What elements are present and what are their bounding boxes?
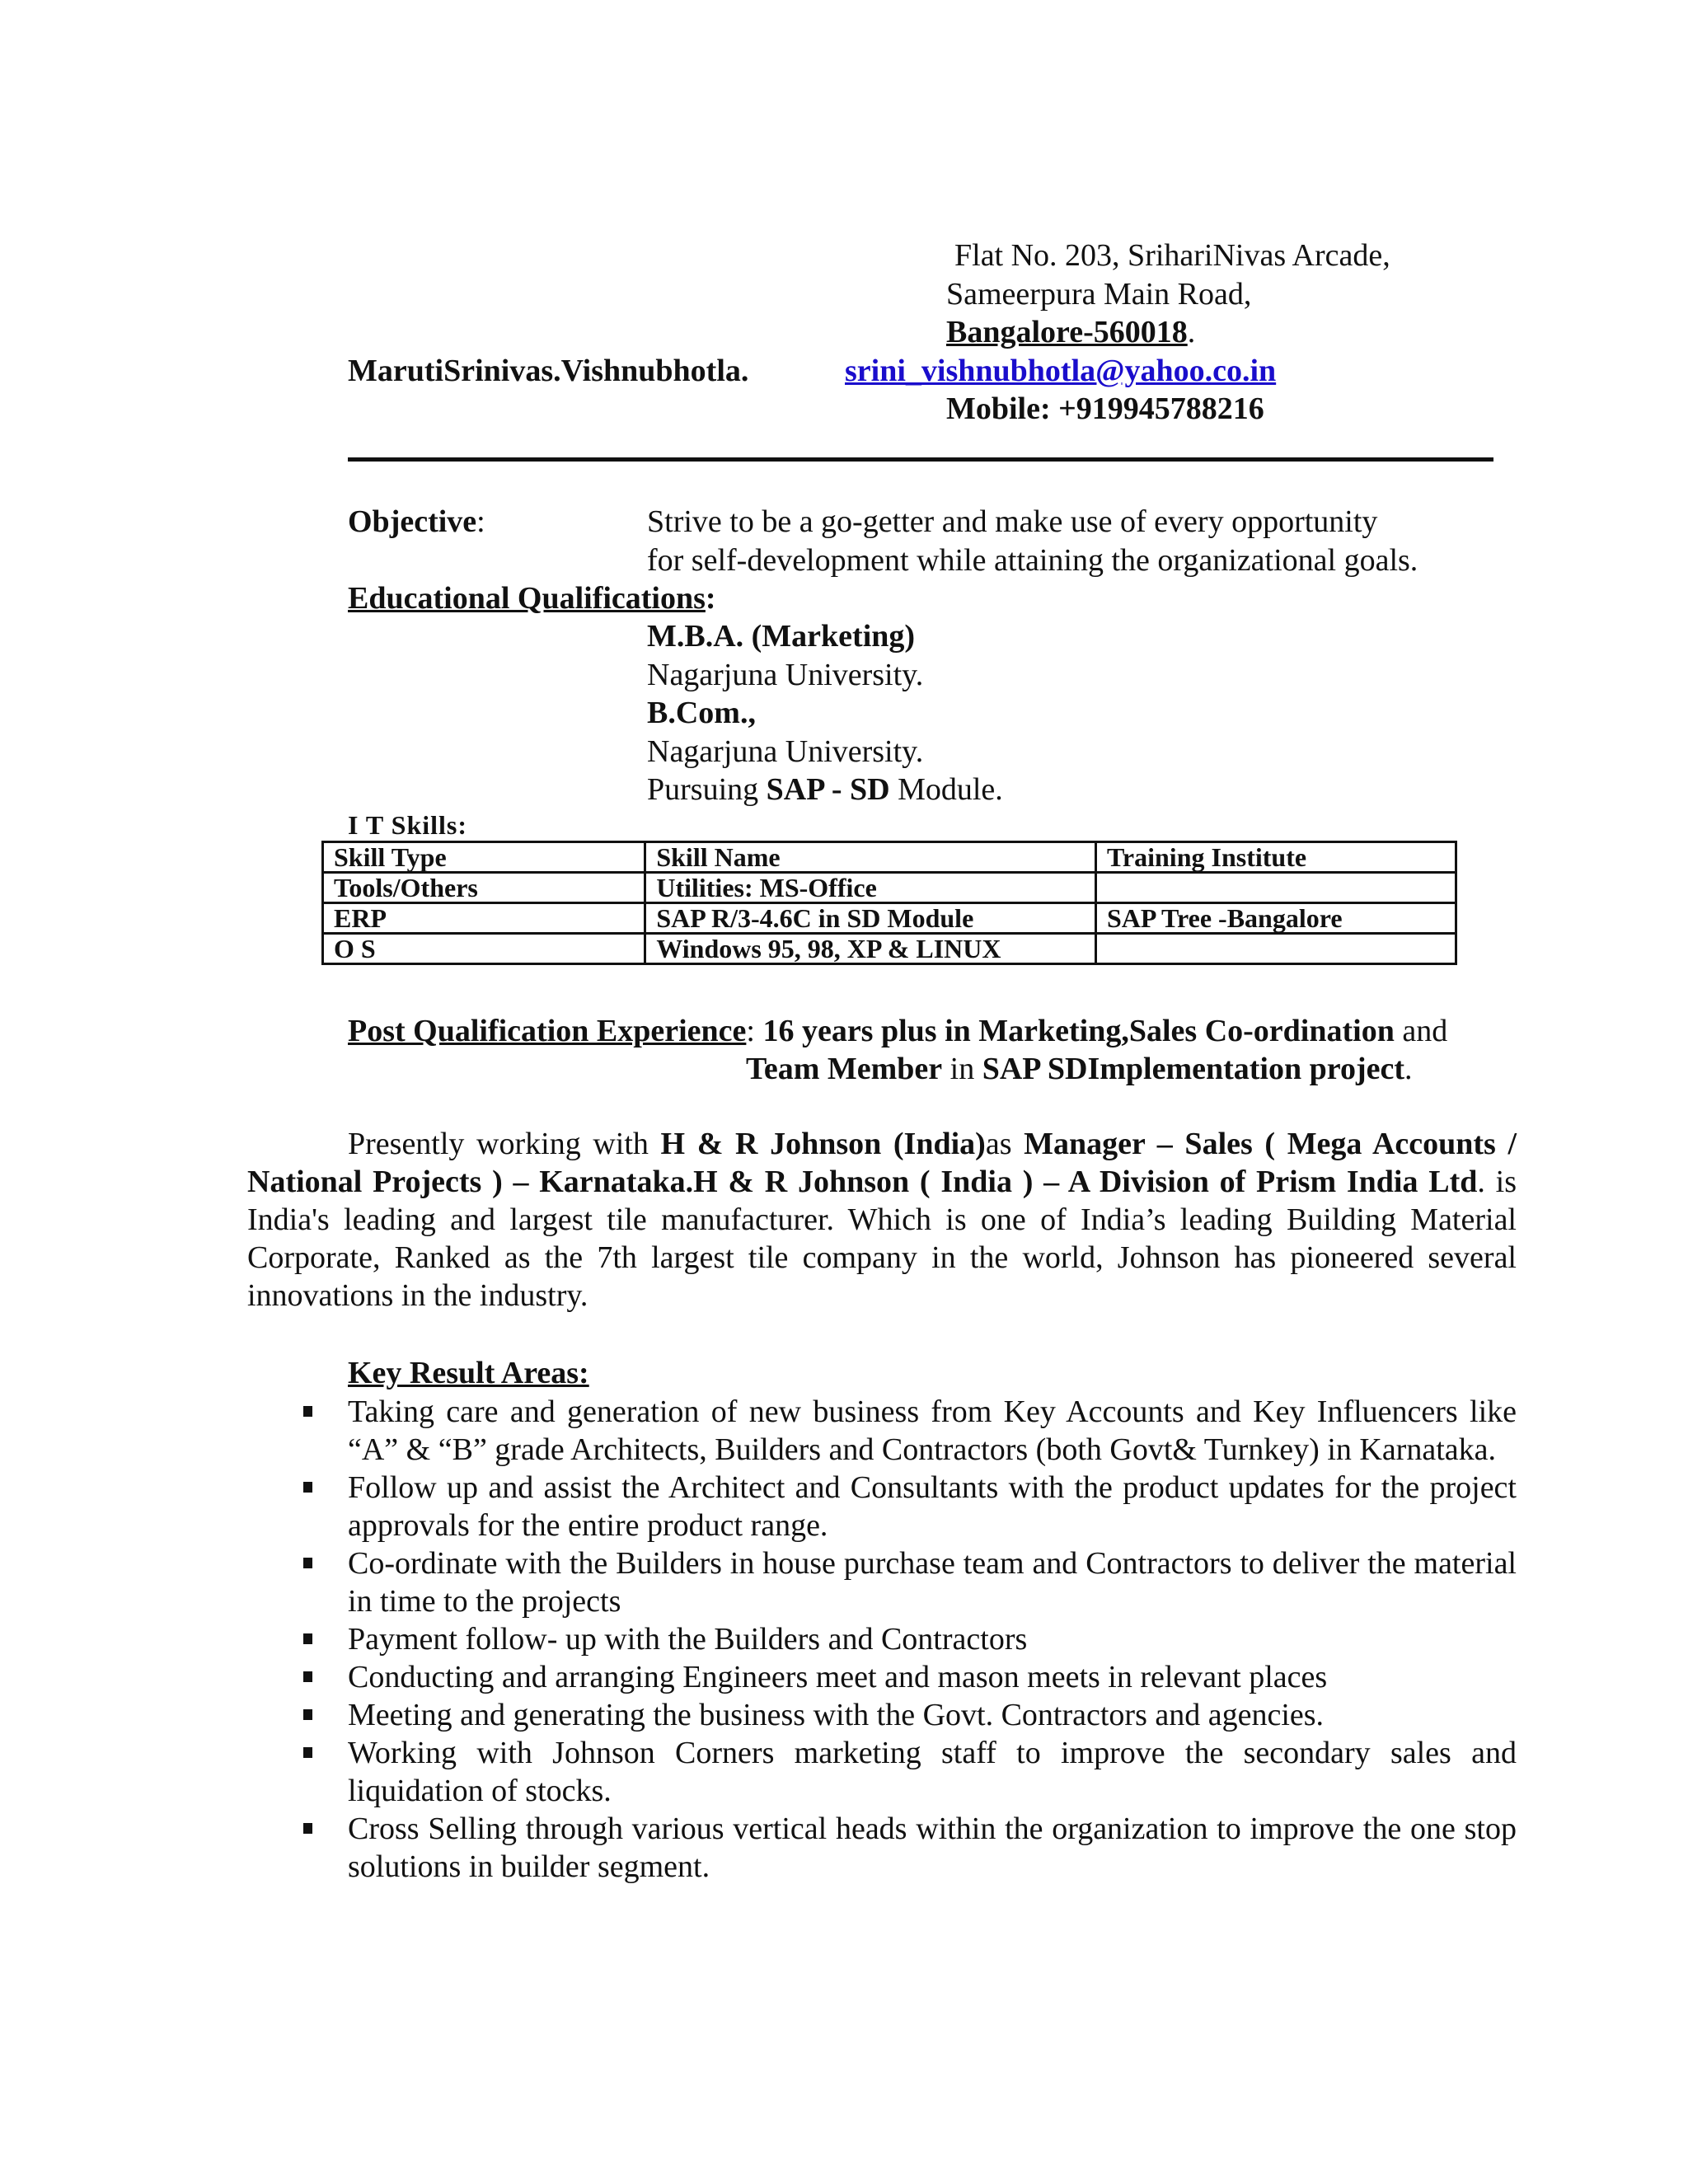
list-item-text: Working with Johnson Corners marketing staff to improve the secondary sales and liquidation of stocks.: [348, 1736, 1517, 1808]
table-cell: Utilities: MS-Office: [645, 873, 1096, 903]
table-cell: Windows 95, 98, XP & LINUX: [645, 934, 1096, 964]
objective-colon: :: [476, 504, 485, 539]
objective-label: Objective: [348, 504, 477, 539]
table-cell: Tools/Others: [323, 873, 645, 903]
table-row: [323, 903, 1456, 934]
table-row: [323, 934, 1456, 964]
experience-line-2: [746, 1050, 1412, 1088]
experience-project: SAP SDImplementation project: [982, 1052, 1404, 1086]
address-line-1: Flat No. 203, SrihariNivas Arcade,: [954, 238, 1390, 273]
pursuing-prefix: Pursuing: [647, 772, 767, 807]
table-header-cell: Training Institute: [1095, 842, 1456, 873]
pursuing-line: [647, 771, 1003, 808]
bullet-icon: [303, 1558, 312, 1568]
experience-colon: :: [746, 1014, 763, 1048]
education-heading: [348, 579, 716, 617]
present-company: H & R Johnson (India): [660, 1127, 986, 1161]
education-label: Educational Qualifications: [348, 581, 706, 616]
objective-line-2: for self-development while attaining the organizational goals.: [647, 543, 1418, 578]
candidate-name: MarutiSrinivas.Vishnubhotla.: [348, 354, 749, 388]
education-colon: :: [705, 581, 716, 616]
list-item: [297, 1544, 1517, 1620]
present-role: Manager – Sales ( Mega Accounts / National Projects ) – Karnataka.H & R Johnson ( India ) – A Division of Prism India Ltd: [247, 1127, 1517, 1199]
list-item: [297, 1620, 1517, 1658]
list-item-text: Payment follow- up with the Builders and Contractors: [348, 1622, 1028, 1657]
table-cell: SAP R/3-4.6C in SD Module: [645, 903, 1096, 934]
bullet-icon: [303, 1823, 312, 1834]
objective-line-1: Strive to be a go-getter and make use of every opportunity: [647, 504, 1378, 539]
email-line: [845, 352, 1276, 390]
address-line-3: [946, 313, 1195, 351]
university-bcom: Nagarjuna University.: [647, 734, 924, 769]
experience-role: Team Member: [746, 1052, 943, 1086]
bullet-icon: [303, 1671, 312, 1682]
objective-label-row: [348, 503, 485, 541]
present-text-3: . is India's leading and largest tile manufacturer. Which is one of India’s leading Building Material Corporate, Ranked as the 7th largest tile company in the world, Johnson has pioneered several innovations in the industry.: [247, 1165, 1517, 1313]
list-item: [297, 1734, 1517, 1810]
email-link[interactable]: srini_vishnubhotla@yahoo.co.in: [845, 354, 1277, 388]
mobile-number: Mobile: +919945788216: [946, 391, 1264, 426]
list-item-text: Conducting and arranging Engineers meet and mason meets in relevant places: [348, 1660, 1328, 1694]
present-employment-paragraph: [247, 1125, 1517, 1315]
list-item-text: Meeting and generating the business with the Govt. Contractors and agencies.: [348, 1698, 1325, 1732]
list-item: [297, 1696, 1517, 1734]
pursuing-course: SAP - SD: [766, 772, 890, 807]
table-cell: O S: [323, 934, 645, 964]
bullet-icon: [303, 1633, 312, 1644]
bullet-icon: [303, 1747, 312, 1758]
experience-period: .: [1404, 1052, 1413, 1086]
address-city-suffix: .: [1187, 315, 1196, 349]
table-cell: SAP Tree -Bangalore: [1095, 903, 1456, 934]
table-header-cell: Skill Name: [645, 842, 1096, 873]
table-cell: [1095, 934, 1456, 964]
bullet-icon: [303, 1406, 312, 1417]
header-divider: [348, 457, 1493, 462]
present-text-1: Presently working with: [348, 1127, 661, 1161]
it-skills-label: I T Skills:: [348, 810, 468, 840]
degree-mba: M.B.A. (Marketing): [647, 619, 916, 654]
bullet-icon: [303, 1709, 312, 1720]
list-item: [297, 1469, 1517, 1544]
pursuing-suffix: Module.: [889, 772, 1003, 807]
experience-in: in: [942, 1052, 982, 1086]
address-line-2: Sameerpura Main Road,: [946, 277, 1252, 312]
it-skills-table: [321, 841, 1457, 965]
table-row: [323, 873, 1456, 903]
table-header-cell: Skill Type: [323, 842, 645, 873]
kra-heading: Key Result Areas:: [348, 1356, 589, 1390]
degree-bcom: B.Com.,: [647, 696, 756, 730]
experience-line-1: [348, 1012, 1447, 1050]
table-header-row: [323, 842, 1456, 873]
list-item: [297, 1810, 1517, 1886]
present-text-2: as: [985, 1127, 1025, 1161]
list-item-text: Taking care and generation of new business from Key Accounts and Key Influencers like “A” & “B” grade Architects, Builders and Contractors (both Govt& Turnkey) in Karnataka.: [348, 1394, 1517, 1467]
table-cell: [1095, 873, 1456, 903]
address-city: Bangalore-560018: [946, 315, 1188, 349]
bullet-icon: [303, 1482, 312, 1493]
experience-years: 16 years plus in Marketing,Sales Co-ordination: [762, 1014, 1395, 1048]
list-item: [297, 1393, 1517, 1469]
list-item-text: Cross Selling through various vertical heads within the organization to improve the one stop solutions in builder segment.: [348, 1811, 1517, 1884]
kra-list: [297, 1393, 1517, 1886]
table-cell: ERP: [323, 903, 645, 934]
experience-label: Post Qualification Experience: [348, 1014, 747, 1048]
list-item: [297, 1658, 1517, 1696]
list-item-text: Co-ordinate with the Builders in house purchase team and Contractors to deliver the material in time to the projects: [348, 1546, 1517, 1619]
experience-and: and: [1394, 1014, 1448, 1048]
university-mba: Nagarjuna University.: [647, 658, 924, 692]
list-item-text: Follow up and assist the Architect and Consultants with the product updates for the project approvals for the entire product range.: [348, 1470, 1517, 1543]
